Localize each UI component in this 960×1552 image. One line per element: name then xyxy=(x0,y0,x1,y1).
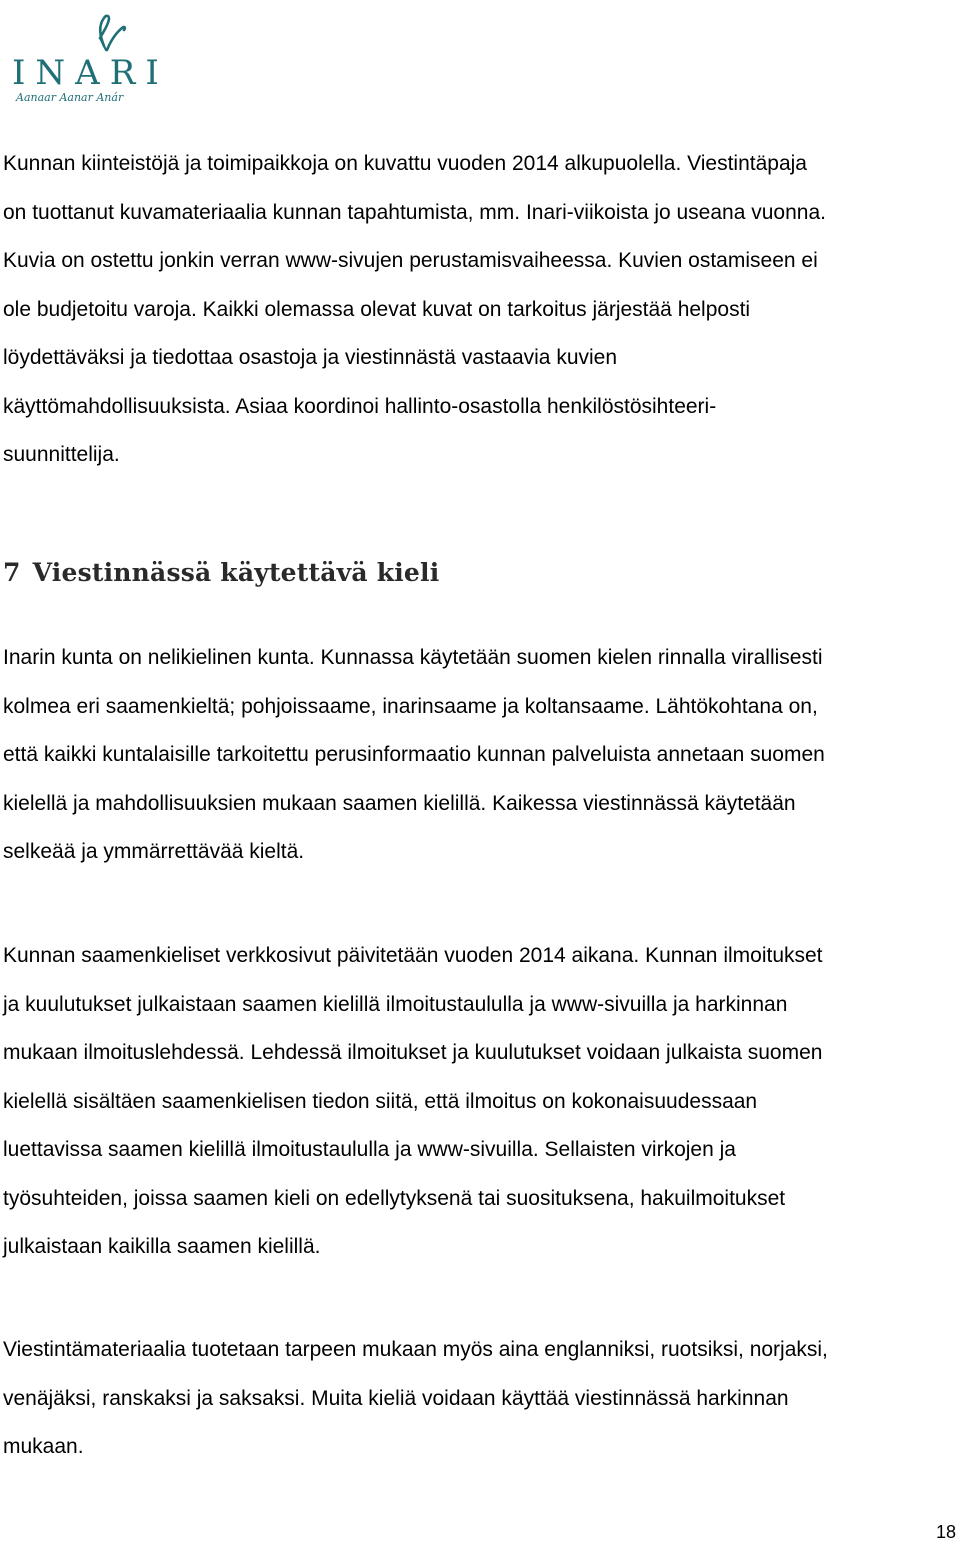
paragraph-other-languages xyxy=(3,1326,960,1472)
section-number: 7 xyxy=(3,558,21,587)
text-line: Viestintämateriaalia tuotetaan tarpeen mukaan myös aina englanniksi, ruotsiksi, norjaksi, xyxy=(3,1338,828,1361)
paragraph-sami-websites xyxy=(3,932,960,1272)
text-line: luettavissa saamen kielillä ilmoitustaululla ja www-sivuilla. Sellaisten virkojen ja xyxy=(3,1138,736,1161)
text-line: käyttömahdollisuuksista. Asiaa koordinoi hallinto-osastolla henkilöstösihteeri- xyxy=(3,394,717,418)
logo-subtitle: Aanaar Aanar Anár xyxy=(16,91,124,104)
text-line: suunnittelija. xyxy=(3,443,120,466)
text-line: kolmea eri saamenkieltä; pohjoissaame, inarinsaame ja koltansaame. Lähtökohtana on, xyxy=(3,694,818,718)
text-line: työsuhteiden, joissa saamen kieli on edellytyksenä tai suosituksena, hakuilmoitukset xyxy=(3,1186,786,1210)
text-line: julkaistaan kaikilla saamen kielillä. xyxy=(3,1235,321,1258)
text-line: ja kuulutukset julkaistaan saamen kielillä ilmoitustaululla ja www-sivuilla ja harkinnan xyxy=(3,992,788,1016)
text-line: mukaan ilmoituslehdessä. Lehdessä ilmoitukset ja kuulutukset voidaan julkaista suomen xyxy=(3,1041,823,1064)
section-heading xyxy=(3,558,439,587)
text-line: Kunnan kiinteistöjä ja toimipaikkoja on kuvattu vuoden 2014 alkupuolella. Viestintäpaja xyxy=(3,152,807,175)
text-line: kielellä sisältäen saamenkielisen tiedon siitä, että ilmoitus on kokonaisuudessaan xyxy=(3,1089,758,1113)
text-line: löydettäväksi ja tiedottaa osastoja ja viestinnästä vastaavia kuvien xyxy=(3,346,618,369)
text-line: kielellä ja mahdollisuuksien mukaan saamen kielillä. Kaikessa viestinnässä käytetään xyxy=(3,791,796,815)
text-line: on tuottanut kuvamateriaalia kunnan tapahtumista, mm. Inari-viikoista jo useana vuonna. xyxy=(3,200,826,224)
text-line: Kuvia on ostettu jonkin verran www-sivujen perustamisvaiheessa. Kuvien ostamiseen ei xyxy=(3,249,818,272)
text-line: ole budjetoitu varoja. Kaikki olemassa olevat kuvat on tarkoitus järjestää helposti xyxy=(3,297,751,321)
text-line: selkeää ja ymmärrettävää kieltä. xyxy=(3,840,305,863)
text-line: mukaan. xyxy=(3,1435,84,1458)
paragraph-language-policy xyxy=(3,634,960,877)
paragraph-images xyxy=(3,140,960,480)
logo-wordmark: INARI xyxy=(12,53,169,93)
text-line: Inarin kunta on nelikielinen kunta. Kunnassa käytetään suomen kielen rinnalla virallisesti xyxy=(3,646,823,669)
text-line: venäjäksi, ranskaksi ja saksaksi. Muita kieliä voidaan käyttää viestinnässä harkinnan xyxy=(3,1386,789,1410)
inari-logo xyxy=(8,6,188,104)
text-line: että kaikki kuntalaisille tarkoitettu perusinformaatio kunnan palveluista annetaan suomen xyxy=(3,743,825,766)
text-line: Kunnan saamenkieliset verkkosivut päivitetään vuoden 2014 aikana. Kunnan ilmoitukset xyxy=(3,944,823,967)
section-title: Viestinnässä käytettävä kieli xyxy=(32,558,440,587)
page-number: 18 xyxy=(935,1522,956,1542)
